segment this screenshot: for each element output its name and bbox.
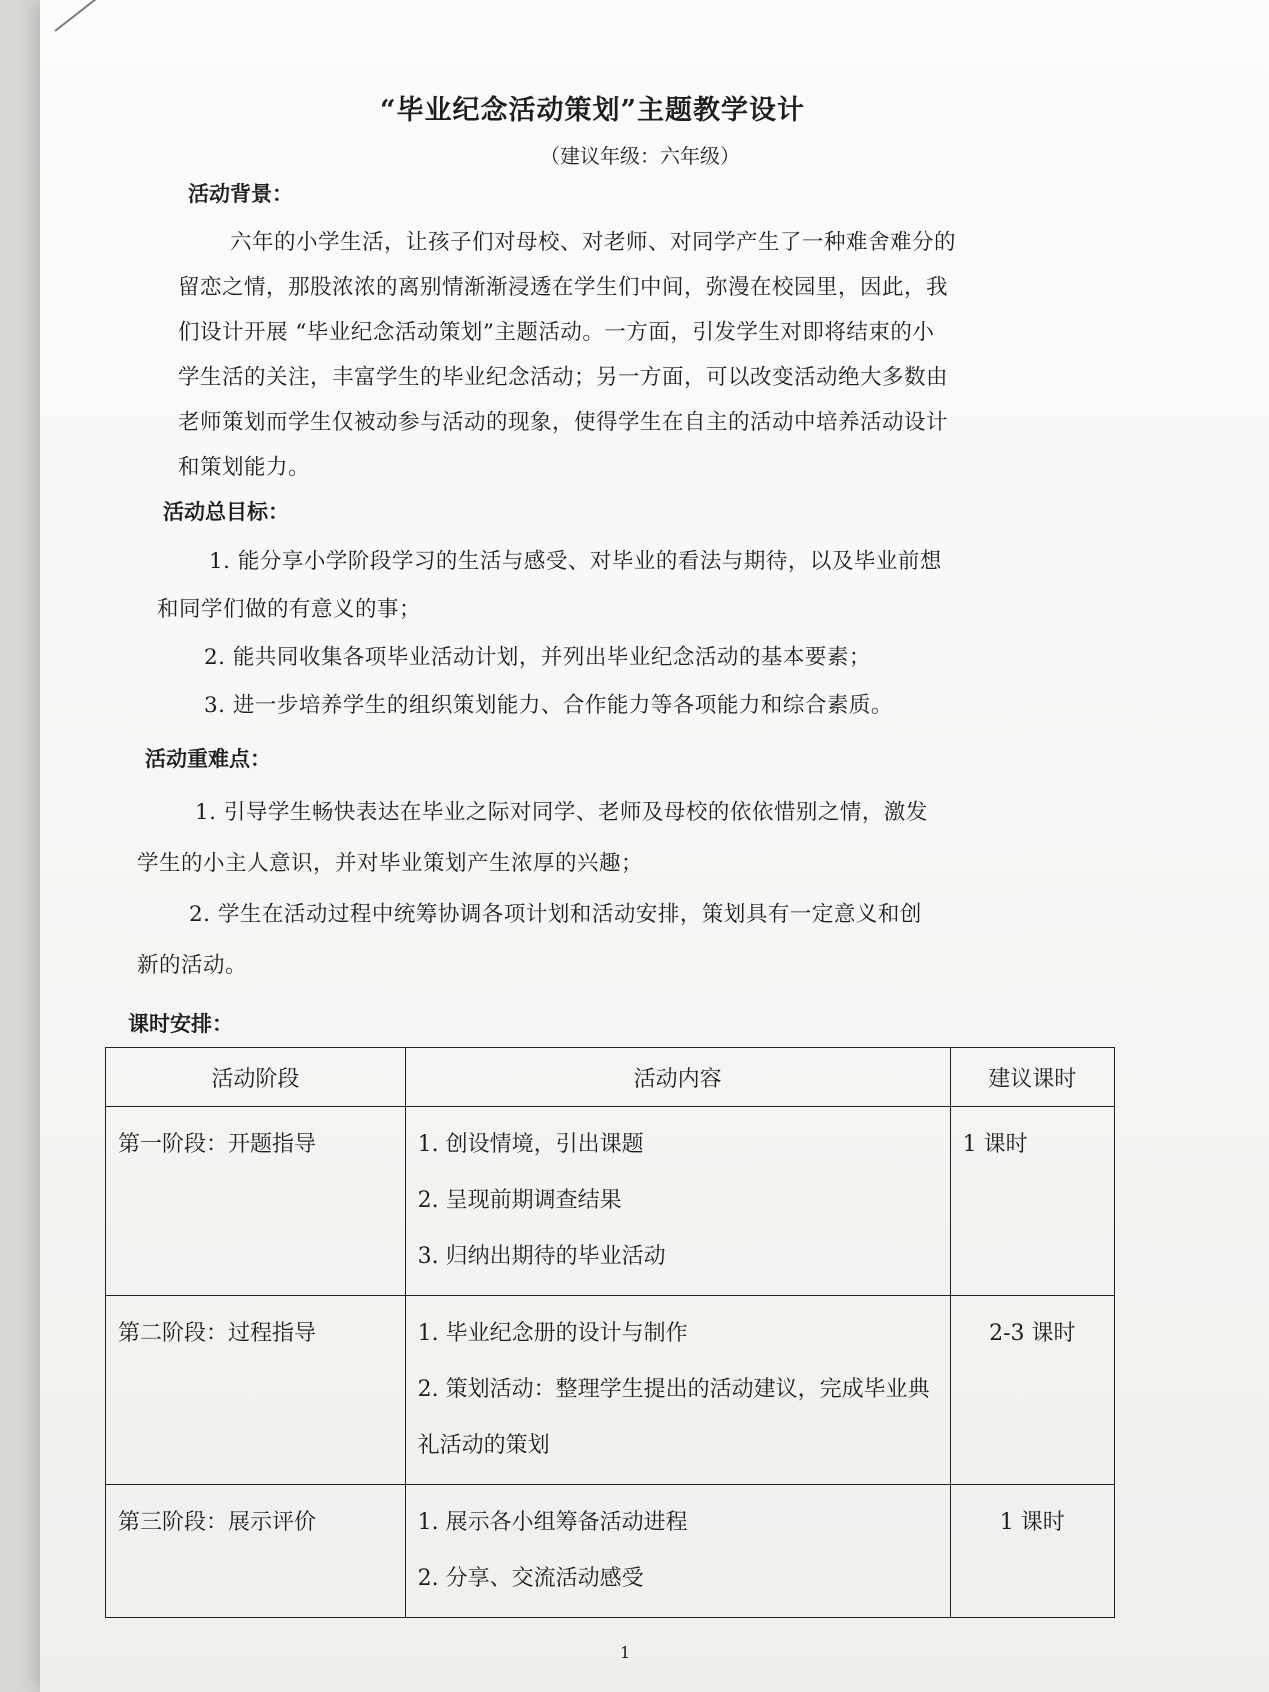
background-heading: 活动背景： [188, 181, 293, 206]
content-cell [405, 1107, 950, 1296]
goal-line: 1. 能分享小学阶段学习的生活与感受、对毕业的看法与期待，以及毕业前想 [209, 549, 942, 574]
key-point-line: 新的活动。 [137, 953, 248, 978]
table-header-row [106, 1048, 1115, 1107]
hours-value: 1 课时 [962, 1132, 1028, 1157]
schedule-table [105, 1047, 1115, 1618]
key-points-heading: 活动重难点： [145, 746, 271, 771]
content-item: 2. 分享、交流活动感受 [417, 1566, 644, 1591]
stage-label: 第二阶段：过程指导 [118, 1321, 317, 1346]
hours-cell [950, 1107, 1114, 1296]
content-item: 2. 呈现前期调查结果 [417, 1188, 622, 1213]
page-number: 1 [620, 1643, 631, 1662]
document-subtitle: （建议年级：六年级） [540, 144, 740, 168]
content-item: 1. 展示各小组筹备活动进程 [417, 1510, 688, 1535]
text-line: 六年的小学生活，让孩子们对母校、对老师、对同学产生了一种难舍难分的 [230, 230, 957, 255]
goals-paragraph [157, 538, 942, 730]
hours-value: 2-3 课时 [989, 1321, 1076, 1346]
goal-line: 2. 能共同收集各项毕业活动计划，并列出毕业纪念活动的基本要素； [204, 645, 871, 670]
stage-cell [106, 1296, 406, 1485]
header-hours: 建议课时 [950, 1048, 1114, 1107]
header-stage: 活动阶段 [106, 1048, 406, 1107]
stage-label: 第一阶段：开题指导 [118, 1132, 317, 1157]
key-point-line: 学生的小主人意识，并对毕业策划产生浓厚的兴趣； [137, 851, 644, 876]
table-row [106, 1485, 1115, 1618]
key-point-line: 2. 学生在活动过程中统筹协调各项计划和活动安排，策划具有一定意义和创 [189, 902, 922, 927]
header-content: 活动内容 [405, 1048, 950, 1107]
stage-cell [106, 1485, 406, 1618]
key-point-line: 1. 引导学生畅快表达在毕业之际对同学、老师及母校的依依惜别之情，激发 [195, 800, 928, 825]
table-row [106, 1296, 1115, 1485]
content-item: 1. 毕业纪念册的设计与制作 [417, 1321, 688, 1346]
hours-cell [950, 1296, 1114, 1485]
goal-line: 3. 进一步培养学生的组织策划能力、合作能力等各项能力和综合素质。 [204, 693, 893, 718]
schedule-heading: 课时安排： [128, 1011, 233, 1036]
hours-cell [950, 1485, 1114, 1618]
content-item: 1. 创设情境，引出课题 [417, 1132, 644, 1157]
stage-cell [106, 1107, 406, 1296]
text-line: 老师策划而学生仅被动参与活动的现象，使得学生在自主的活动中培养活动设计 [178, 410, 949, 435]
text-line: 留恋之情，那股浓浓的离别情渐渐浸透在学生们中间，弥漫在校园里，因此，我 [178, 275, 949, 300]
content-item: 2. 策划活动：整理学生提出的活动建议，完成毕业典礼活动的策划 [417, 1377, 930, 1458]
content-cell [405, 1296, 950, 1485]
goals-heading: 活动总目标： [163, 499, 289, 524]
key-points-paragraph [137, 787, 928, 991]
content-item: 3. 归纳出期待的毕业活动 [417, 1244, 666, 1269]
text-line: 们设计开展 “毕业纪念活动策划”主题活动。一方面，引发学生对即将结束的小 [178, 320, 935, 345]
background-paragraph [178, 220, 956, 490]
stage-label: 第三阶段：展示评价 [118, 1510, 317, 1535]
document-title: “毕业纪念活动策划”主题教学设计 [380, 95, 806, 126]
table-row [106, 1107, 1115, 1296]
content-cell [405, 1485, 950, 1618]
text-line: 和策划能力。 [178, 455, 311, 480]
hours-value: 1 课时 [999, 1510, 1065, 1535]
text-line: 学生活的关注，丰富学生的毕业纪念活动；另一方面，可以改变活动绝大多数由 [178, 365, 949, 390]
goal-line: 和同学们做的有意义的事； [157, 597, 422, 622]
